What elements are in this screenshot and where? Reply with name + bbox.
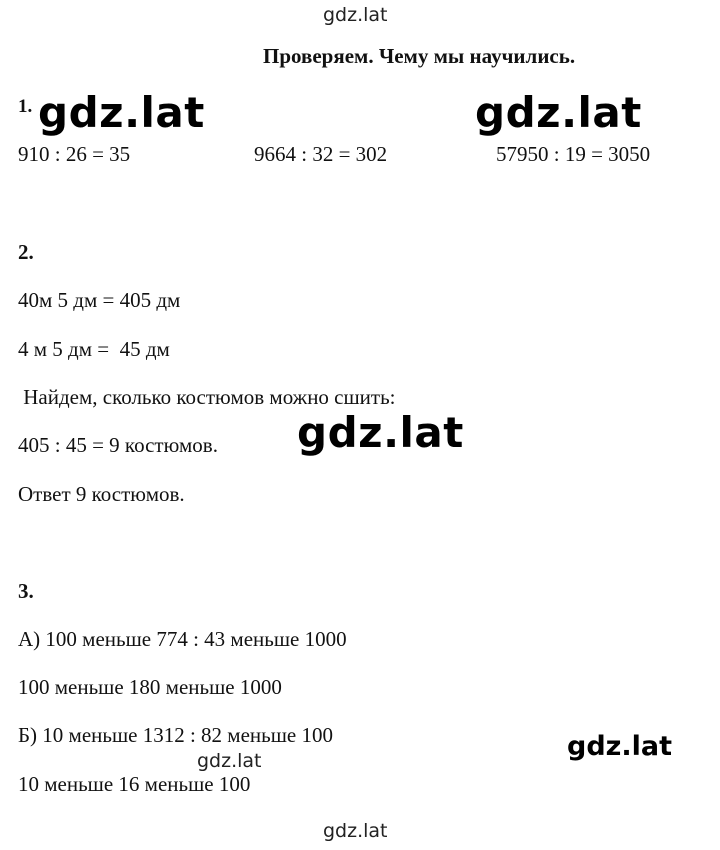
task-2-line-1: 40м 5 дм = 405 дм [18,288,181,312]
watermark-small-center: gdz.lat [197,750,262,772]
task-1-equation-3: 57950 : 19 = 3050 [496,142,651,166]
watermark-bottom: gdz.lat [323,820,388,842]
task-3-line-4: 10 меньше 16 меньше 100 [18,772,251,796]
page-title: Проверяем. Чему мы научились. [263,44,576,68]
task-2-number: 2. [18,240,34,264]
task-2-answer: Ответ 9 костюмов. [18,482,185,506]
task-2-line-4: 405 : 45 = 9 костюмов. [18,433,218,457]
watermark-top: gdz.lat [323,4,388,26]
watermark-large-left: gdz.lat [38,88,205,137]
task-1-number: 1. [18,96,33,117]
task-3-line-2: 100 меньше 180 меньше 1000 [18,675,282,699]
task-3-number: 3. [18,579,34,603]
watermark-medium-right: gdz.lat [567,731,673,762]
task-1-equation-1: 910 : 26 = 35 [18,142,131,166]
task-1-equation-2: 9664 : 32 = 302 [254,142,388,166]
task-3-line-3: Б) 10 меньше 1312 : 82 меньше 100 [18,723,333,747]
task-3-line-1: А) 100 меньше 774 : 43 меньше 1000 [18,627,347,651]
watermark-large-right: gdz.lat [475,88,642,137]
task-2-line-2: 4 м 5 дм = 45 дм [18,337,170,361]
watermark-large-center: gdz.lat [297,408,464,457]
task-2-line-3: Найдем, сколько костюмов можно сшить: [18,385,396,409]
